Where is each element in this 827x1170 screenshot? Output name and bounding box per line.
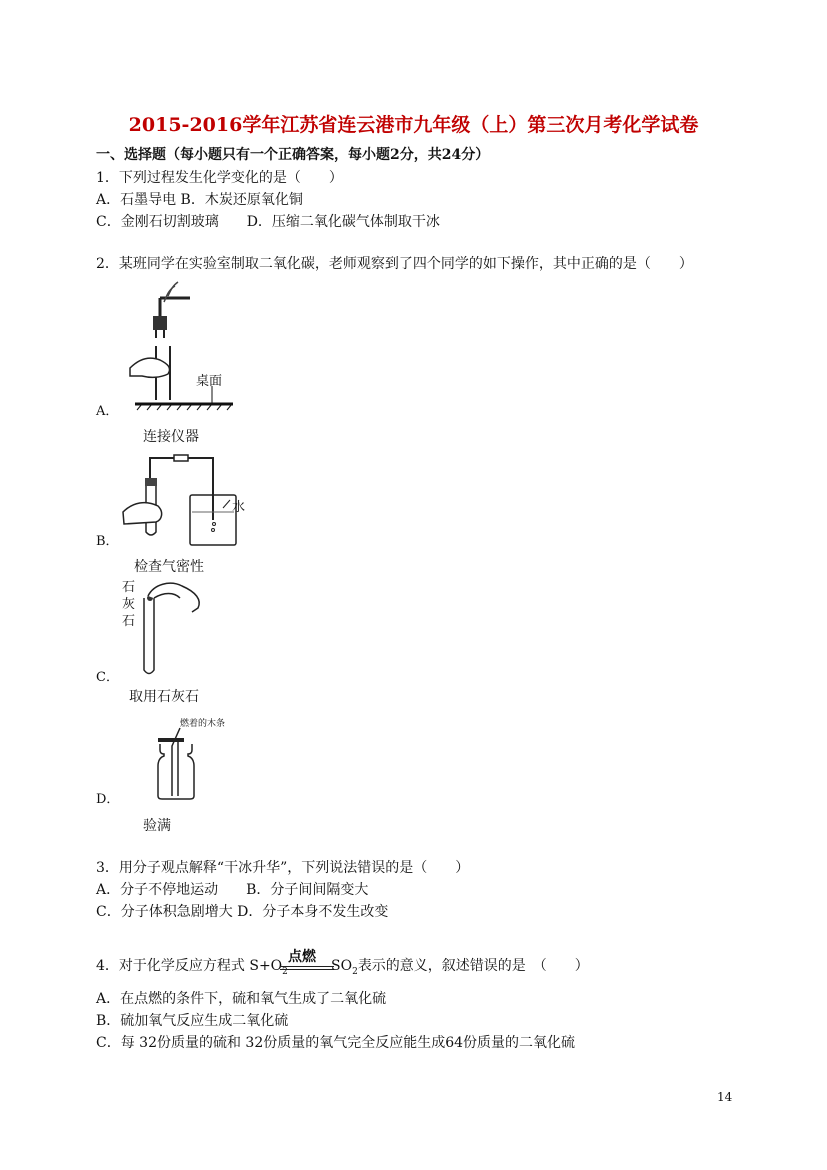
question-4-option-c: C．每 32份质量的硫和 32份质量的氧气完全反应能生成64份质量的二氧化硫: [96, 1035, 576, 1051]
question-3-options-cd: C．分子体积急剧增大 D．分子本身不发生改变: [96, 904, 389, 920]
section-heading: 一、选择题（每小题只有一个正确答案，每小题2分，共24分）: [96, 147, 490, 163]
option-a-caption: 连接仪器: [143, 429, 199, 445]
option-c-caption: 取用石灰石: [129, 689, 199, 705]
figure-d-checking-full: [150, 726, 210, 801]
figure-a-connecting-apparatus: [120, 278, 240, 413]
limestone-char-2: 灰: [122, 597, 136, 612]
question-1-options-ab: A．石墨导电 B．木炭还原氧化铜: [96, 192, 303, 208]
option-d-caption: 验满: [143, 818, 171, 834]
figure-c-taking-limestone: [140, 578, 210, 678]
burning-stick-label: 燃着的木条: [180, 719, 226, 729]
product-so: SO: [331, 958, 353, 974]
option-b-caption: 检查气密性: [134, 559, 204, 575]
desk-label: 桌面: [196, 374, 223, 389]
condition-label: 点燃: [288, 949, 316, 965]
stem-suffix: 表示的意义，叙述错误的是 （ ）: [357, 958, 589, 974]
question-3-stem: 3．用分子观点解释“干冰升华”，下列说法错误的是（ ）: [96, 860, 470, 876]
question-2-stem: 2．某班同学在实验室制取二氧化碳，老师观察到了四个同学的如下操作，其中正确的是（ ）: [96, 256, 693, 272]
option-c-label: C．: [96, 670, 119, 685]
stem-prefix: 4．对于化学反应方程式 S+O: [96, 958, 283, 974]
limestone-char-3: 石: [122, 614, 136, 629]
option-d-label: D．: [96, 792, 120, 807]
question-3-options-ab: A．分子不停地运动 B．分子间间隔变大: [96, 882, 369, 898]
equals-bar: [280, 966, 334, 970]
question-4-option-a: A．在点燃的条件下，硫和氧气生成了二氧化硫: [96, 991, 387, 1007]
water-label: 水: [232, 500, 246, 515]
question-1-options-cd: C．金刚石切割玻璃 D．压缩二氧化碳气体制取干冰: [96, 214, 440, 230]
question-4-stem-end: [331, 957, 589, 981]
page-number: 14: [717, 1090, 733, 1104]
oxygen-subscript: 2: [282, 966, 288, 977]
page-title: 2015-2016学年江苏省连云港市九年级（上）第三次月考化学试卷: [128, 114, 699, 136]
option-b-label: B．: [96, 534, 119, 549]
limestone-char-1: 石: [122, 580, 136, 595]
product-subscript: 2: [352, 966, 358, 977]
question-1-stem: 1．下列过程发生化学变化的是（ ）: [96, 170, 343, 186]
question-4-option-b: B．硫加氧气反应生成二氧化硫: [96, 1013, 289, 1029]
option-a-label: A．: [96, 404, 119, 419]
